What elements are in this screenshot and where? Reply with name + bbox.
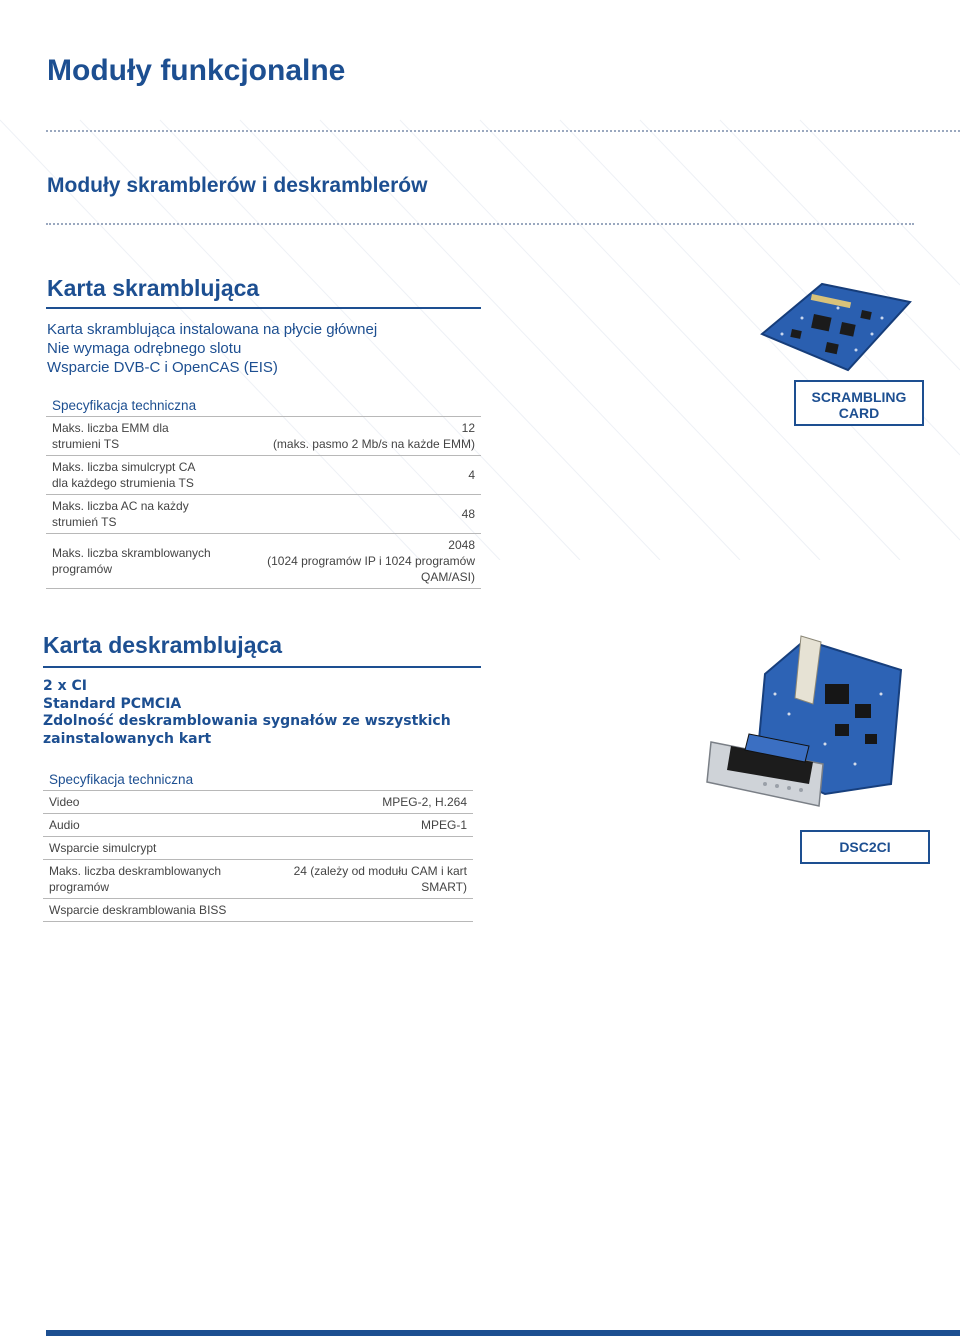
table-row: [43, 899, 473, 922]
spec-value: 12 (maks. pasmo 2 Mb/s na każde EMM): [218, 417, 481, 456]
spec-label: Maks. liczba AC na każdy strumień TS: [46, 495, 218, 534]
spec-value: 24 (zależy od modułu CAM i kart SMART): [280, 860, 473, 899]
feature-item: Standard PCMCIA: [43, 695, 182, 712]
descrambling-features: [43, 678, 451, 748]
feature-item: Zdolność deskramblowania sygnałów ze wszystkich: [43, 713, 451, 729]
page-title: Moduły funkcjonalne: [47, 54, 346, 87]
spec-value: 4: [218, 456, 481, 495]
table-row: [46, 417, 481, 456]
table-row: [46, 495, 481, 534]
feature-item: Karta skramblująca instalowana na płycie głównej: [47, 321, 378, 338]
spec-label: Maks. liczba simulcrypt CA dla każdego strumienia TS: [46, 456, 218, 495]
spec-label: Maks. liczba skramblowanych programów: [46, 534, 218, 589]
spec-value: 2048 (1024 programów IP i 1024 programów QAM/ASI): [218, 534, 481, 589]
subtitle-divider: [46, 223, 914, 225]
feature-item: Wsparcie DVB-C i OpenCAS (EIS): [47, 359, 278, 376]
table-row: [43, 791, 473, 814]
page-subtitle: Moduły skramblerów i deskramblerów: [47, 174, 428, 197]
title-divider: [46, 130, 960, 132]
spec-value: [280, 899, 473, 922]
scrambling-features: [47, 320, 377, 377]
descrambling-heading-rule: [43, 666, 481, 668]
spec-value: MPEG-1: [280, 814, 473, 837]
spec-value: [280, 837, 473, 860]
descrambling-spec-table: [43, 772, 473, 922]
circuit-board-image: [752, 274, 912, 374]
scrambling-heading: Karta skramblująca: [47, 275, 260, 301]
scrambling-spec-table: [46, 398, 481, 589]
feature-item: zainstalowanych kart: [43, 730, 212, 747]
scrambling-card-badge: SCRAMBLING CARD: [794, 380, 924, 426]
footer-bar: [46, 1330, 960, 1336]
spec-table-title: Specyfikacja techniczna: [43, 772, 473, 791]
spec-label: Video: [43, 791, 280, 814]
table-row: [46, 456, 481, 495]
feature-item: 2 x CI: [43, 678, 88, 694]
descrambling-card-badge: DSC2CI: [800, 830, 930, 864]
scrambling-heading-rule: [46, 307, 481, 309]
spec-label: Wsparcie simulcrypt: [43, 837, 280, 860]
spec-label: Maks. liczba deskramblowanych programów: [43, 860, 280, 899]
spec-label: Maks. liczba EMM dla strumieni TS: [46, 417, 218, 456]
spec-label: Wsparcie deskramblowania BISS: [43, 899, 280, 922]
table-row: [46, 534, 481, 589]
table-row: [43, 837, 473, 860]
table-row: [43, 814, 473, 837]
feature-item: Nie wymaga odrębnego slotu: [47, 340, 242, 357]
descrambling-heading: Karta deskramblująca: [43, 632, 283, 658]
spec-label: Audio: [43, 814, 280, 837]
spec-value: 48: [218, 495, 481, 534]
spec-table-title: Specyfikacja techniczna: [46, 398, 481, 417]
table-row: [43, 860, 473, 899]
spec-value: MPEG-2, H.264: [280, 791, 473, 814]
pcmcia-module-image: [705, 634, 913, 810]
